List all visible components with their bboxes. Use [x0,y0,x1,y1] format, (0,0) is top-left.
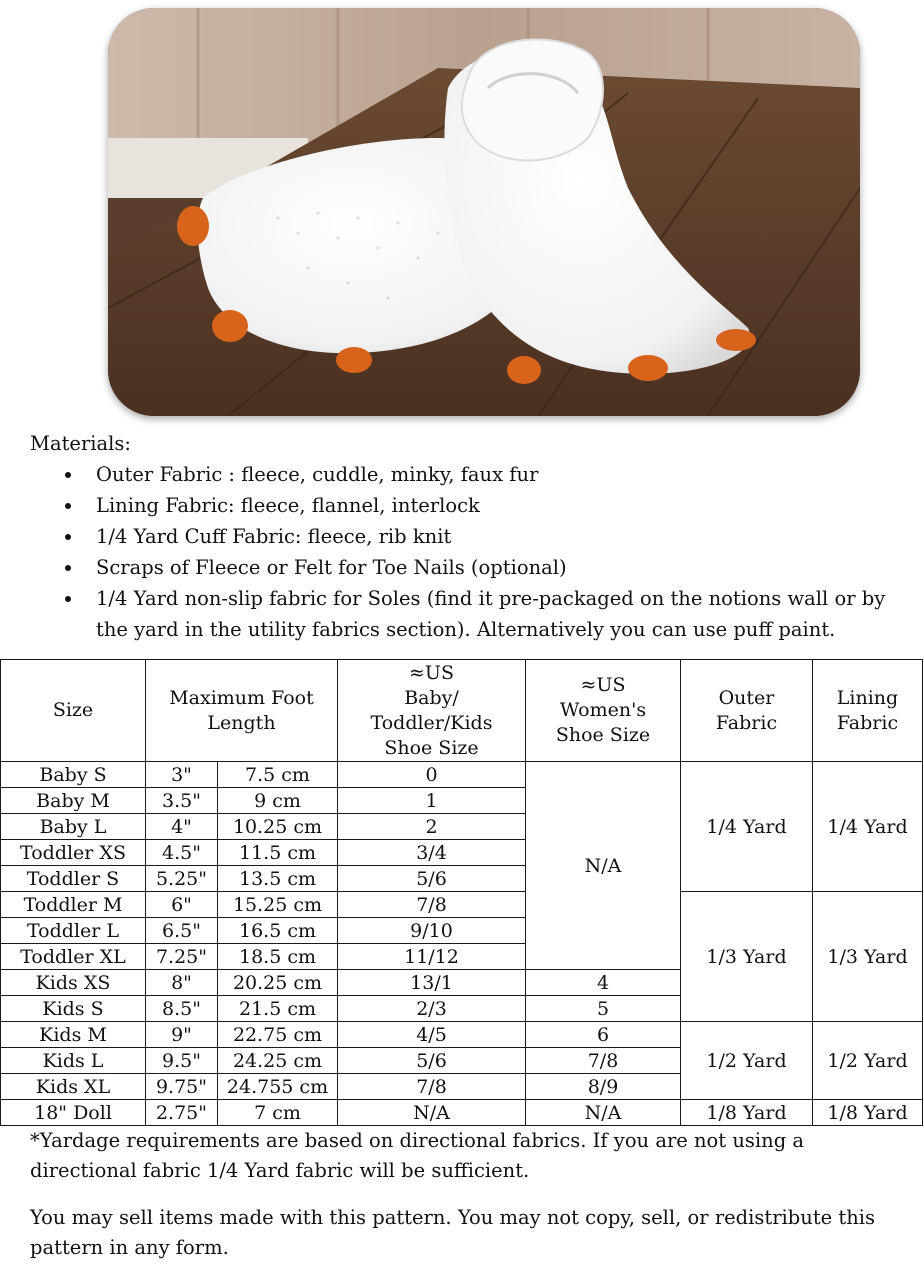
cell-size: Toddler L [1,918,146,944]
cell-outer-fabric: 1/2 Yard [681,1022,813,1100]
cell-size: Toddler XL [1,944,146,970]
license-note: You may sell items made with this pattern. You may not copy, sell, or redistribute this pattern in any form. [30,1206,876,1259]
cell-cm: 16.5 cm [218,918,338,944]
cell-size: Baby L [1,814,146,840]
cell-kids-shoe: 9/10 [338,918,526,944]
cell-inches: 7.25" [146,944,218,970]
cell-size: Kids XL [1,1074,146,1100]
yardage-note: *Yardage requirements are based on directional fabrics. If you are not using a directional fabric 1/4 Yard fabric will be sufficient. [30,1129,805,1182]
header-foot-length: Maximum Foot Length [146,660,338,762]
table-row [1,1022,923,1048]
header-size: Size [1,660,146,762]
list-item: Outer Fabric : fleece, cuddle, minky, faux fur [96,459,900,490]
cell-kids-shoe: 5/6 [338,866,526,892]
table-row [1,762,923,788]
cell-inches: 8" [146,970,218,996]
cell-womens-shoe: 4 [526,970,681,996]
cell-cm: 20.25 cm [218,970,338,996]
materials-heading: Materials: [30,432,131,455]
cell-cm: 18.5 cm [218,944,338,970]
cell-lining-fabric: 1/3 Yard [813,892,923,1022]
cell-womens-shoe: N/A [526,762,681,970]
cell-inches: 3.5" [146,788,218,814]
cell-inches: 9.5" [146,1048,218,1074]
cell-size: Toddler M [1,892,146,918]
materials-list [30,459,900,645]
cell-outer-fabric: 1/8 Yard [681,1100,813,1126]
cell-inches: 8.5" [146,996,218,1022]
cell-lining-fabric: 1/8 Yard [813,1100,923,1126]
cell-kids-shoe: 7/8 [338,1074,526,1100]
cell-womens-shoe: N/A [526,1100,681,1126]
cell-cm: 21.5 cm [218,996,338,1022]
cell-size: Baby M [1,788,146,814]
header-kids-shoe-size: ≈US Baby/ Toddler/Kids Shoe Size [338,660,526,762]
cell-outer-fabric: 1/4 Yard [681,762,813,892]
cell-inches: 3" [146,762,218,788]
cell-kids-shoe: 11/12 [338,944,526,970]
cell-size: Baby S [1,762,146,788]
cell-cm: 13.5 cm [218,866,338,892]
cell-kids-shoe: 4/5 [338,1022,526,1048]
cell-womens-shoe: 8/9 [526,1074,681,1100]
cell-inches: 4" [146,814,218,840]
header-outer-fabric: Outer Fabric [681,660,813,762]
cell-kids-shoe: 3/4 [338,840,526,866]
cell-cm: 7.5 cm [218,762,338,788]
header-lining-fabric: Lining Fabric [813,660,923,762]
cell-size: Toddler S [1,866,146,892]
table-header-row [1,660,923,762]
cell-size: Kids S [1,996,146,1022]
materials-section [30,428,900,645]
cell-cm: 24.25 cm [218,1048,338,1074]
cell-lining-fabric: 1/4 Yard [813,762,923,892]
cell-kids-shoe: 2/3 [338,996,526,1022]
cell-cm: 7 cm [218,1100,338,1126]
cell-cm: 24.755 cm [218,1074,338,1100]
cell-kids-shoe: 0 [338,762,526,788]
cell-inches: 9.75" [146,1074,218,1100]
cell-kids-shoe: N/A [338,1100,526,1126]
cell-inches: 4.5" [146,840,218,866]
size-chart-table [0,659,923,1126]
list-item: 1/4 Yard non-slip fabric for Soles (find it pre-packaged on the notions wall or by the yard in the utility fabrics section). Alternatively you can use puff paint. [96,583,900,645]
list-item: Scraps of Fleece or Felt for Toe Nails (optional) [96,552,900,583]
cell-kids-shoe: 2 [338,814,526,840]
cell-size: Kids L [1,1048,146,1074]
slipper-photo-icon [108,8,860,416]
list-item: Lining Fabric: fleece, flannel, interlock [96,490,900,521]
cell-kids-shoe: 13/1 [338,970,526,996]
cell-lining-fabric: 1/2 Yard [813,1022,923,1100]
cell-kids-shoe: 7/8 [338,892,526,918]
cell-size: Kids M [1,1022,146,1048]
cell-cm: 15.25 cm [218,892,338,918]
cell-inches: 5.25" [146,866,218,892]
header-womens-shoe-size: ≈US Women's Shoe Size [526,660,681,762]
cell-womens-shoe: 5 [526,996,681,1022]
table-row [1,1100,923,1126]
cell-size: 18" Doll [1,1100,146,1126]
cell-cm: 10.25 cm [218,814,338,840]
cell-kids-shoe: 1 [338,788,526,814]
cell-inches: 2.75" [146,1100,218,1126]
cell-size: Toddler XS [1,840,146,866]
cell-womens-shoe: 6 [526,1022,681,1048]
list-item: 1/4 Yard Cuff Fabric: fleece, rib knit [96,521,900,552]
cell-cm: 11.5 cm [218,840,338,866]
cell-inches: 6" [146,892,218,918]
slipper-photo [108,8,860,416]
cell-womens-shoe: 7/8 [526,1048,681,1074]
cell-inches: 9" [146,1022,218,1048]
cell-kids-shoe: 5/6 [338,1048,526,1074]
cell-inches: 6.5" [146,918,218,944]
cell-cm: 22.75 cm [218,1022,338,1048]
table-row [1,892,923,918]
cell-outer-fabric: 1/3 Yard [681,892,813,1022]
cell-size: Kids XS [1,970,146,996]
cell-cm: 9 cm [218,788,338,814]
